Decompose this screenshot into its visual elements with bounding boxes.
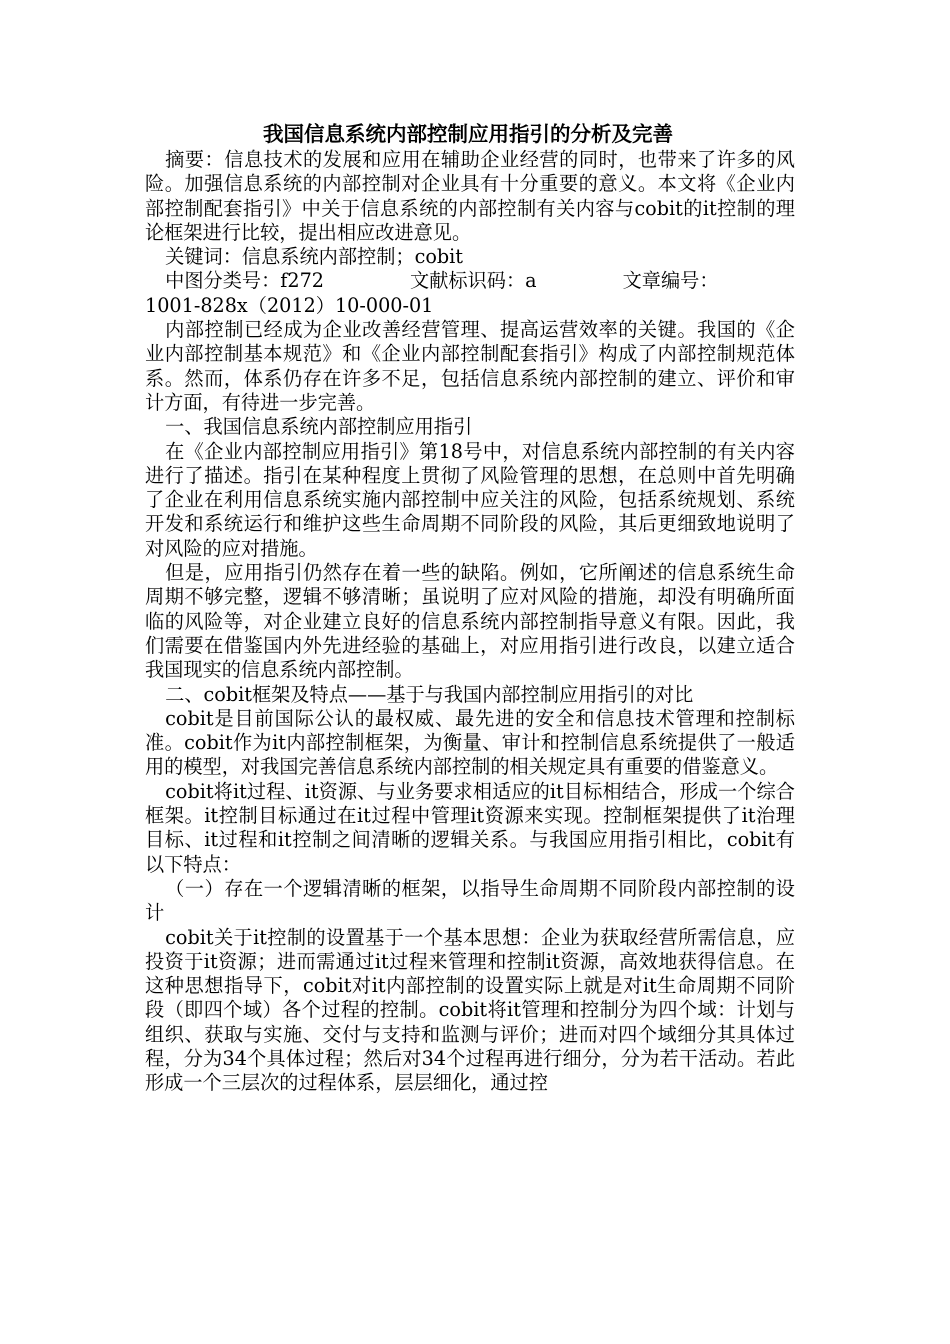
section-heading-2: 二、cobit框架及特点——基于与我国内部控制应用指引的对比 — [165, 682, 694, 706]
document-page — [145, 120, 795, 1096]
keywords-line: 关键词：信息系统内部控制；cobit — [165, 245, 464, 269]
body-paragraph: cobit关于it控制的设置基于一个基本思想：企业为获取经营所需信息，应投资于it资源；进而需通过it过程来管理和控制it资源，高效地获得信息。在这种思想指导下，cobit对it内部控制的设置实际上就是对it生命周期不同阶段（即四个域）各个过程的控制。cobit将it管理和控制分为四个域：计划与组织、获取与实施、交付与支持和监测与评价；进而对四个域细分其具体过程，分为34个具体过程；然后对34个过程再进行细分，分为若干活动。若此形成一个三层次的过程体系，层层细化，通过控 — [145, 925, 795, 1095]
article-number: 1001-828x（2012）10-000-01 — [145, 293, 434, 317]
body-paragraph: cobit将it过程、it资源、与业务要求相适应的it目标相结合，形成一个综合框架。it控制目标通过在it过程中管理it资源来实现。控制框架提供了it治理目标、it过程和it控制之间清晰的逻辑关系。与我国应用指引相比，cobit有以下特点： — [145, 779, 795, 876]
section-heading-1: 一、我国信息系统内部控制应用指引 — [165, 415, 473, 439]
abstract-paragraph: 摘要：信息技术的发展和应用在辅助企业经营的同时，也带来了许多的风险。加强信息系统的内部控制对企业具有十分重要的意义。本文将《企业内部控制配套指引》中关于信息系统的内部控制有关内容与cobit的it控制的理论框架进行比较，提出相应改进意见。 — [145, 148, 795, 244]
body-paragraph: 在《企业内部控制应用指引》第18号中，对信息系统内部控制的有关内容进行了描述。指引在某种程度上贯彻了风险管理的思想，在总则中首先明确了企业在利用信息系统实施内部控制中应关注的风险，包括系统规划、系统开发和系统运行和维护这些生命周期不同阶段的风险，其后更细致地说明了对风险的应对措施。 — [145, 439, 795, 560]
classification-line — [145, 269, 795, 293]
subsection-heading-1: （一）存在一个逻辑清晰的框架，以指导生命周期不同阶段内部控制的设计 — [145, 876, 795, 925]
body-paragraph: 但是，应用指引仍然存在着一些的缺陷。例如，它所阐述的信息系统生命周期不够完整，逻辑不够清晰；虽说明了应对风险的措施，却没有明确所面临的风险等，对企业建立良好的信息系统内部控制指导意义有限。因此，我们需要在借鉴国内外先进经验的基础上，对应用指引进行改良，以建立适合我国现实的信息系统内部控制。 — [145, 561, 795, 682]
document-title: 我国信息系统内部控制应用指引的分析及完善 — [263, 122, 673, 146]
article-number-label: 文章编号： — [622, 269, 719, 293]
body-paragraph-intro: 内部控制已经成为企业改善经营管理、提高运营效率的关键。我国的《企业内部控制基本规范》和《企业内部控制配套指引》构成了内部控制规范体系。然而，体系仍存在许多不足，包括信息系统内部控制的建立、评价和审计方面，有待进一步完善。 — [145, 318, 795, 414]
body-paragraph: cobit是目前国际公认的最权威、最先进的安全和信息技术管理和控制标准。cobit作为it内部控制框架，为衡量、审计和控制信息系统提供了一般适用的模型，对我国完善信息系统内部控制的相关规定具有重要的借鉴意义。 — [145, 706, 795, 779]
clc-number: 中图分类号：f272 — [165, 269, 325, 293]
document-code: 文献标识码：a — [410, 269, 537, 293]
